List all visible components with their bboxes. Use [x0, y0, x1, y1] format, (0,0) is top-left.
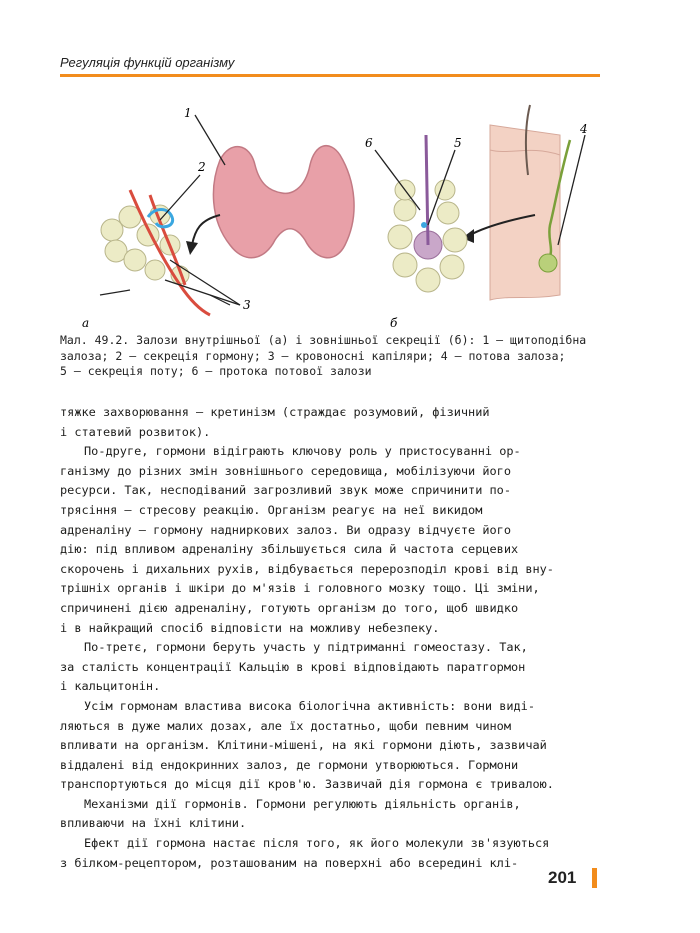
paragraph-4 — [60, 697, 600, 795]
sweat-gland-coil — [539, 254, 557, 272]
gland-duct — [426, 135, 428, 245]
paragraph-5 — [60, 795, 600, 834]
sweat-secretion-dot — [421, 222, 427, 228]
text-line: скорочень і дихальних рухів, відбувається перерозподіл крові від вну- — [60, 561, 554, 576]
label-5: 5 — [454, 136, 462, 150]
text-line: з білком-рецептором, розташованим на поверхні або всередині клі- — [60, 855, 519, 870]
text-line: ляються в дуже малих дозах, але їх достатньо, щоби певним чином — [60, 718, 512, 733]
text-line: Механізми дії гормонів. Гормони регулюють діяльність органів, — [84, 796, 521, 811]
figure-glands — [60, 95, 600, 335]
text-line: впливаючи на їхні клітини. — [60, 816, 247, 831]
text-line: ганізму до різних змін зовнішнього середовища, мобілізуючи його — [60, 463, 512, 478]
paragraph-6 — [60, 834, 600, 873]
text-line: Ефект дії гормона настає після того, як його молекули зв'язуються — [84, 836, 550, 851]
paragraph-3 — [60, 638, 600, 697]
caption-line: Мал. 49.2. Залози внутрішньої (а) і зовнішньої секреції (б): 1 — щитоподібна — [60, 333, 587, 347]
text-line: дію: під впливом адреналіну збільшується сила й частота серцевих — [60, 542, 519, 557]
text-line: По-третє, гормони беруть участь у підтриманні гомеостазу. Так, — [84, 640, 528, 655]
text-line: і в найкращий спосіб відповісти на можливу небезпеку. — [60, 620, 440, 635]
figure-illustration — [60, 95, 600, 335]
thyroid-gland-illustration — [213, 146, 354, 258]
body-text — [60, 403, 600, 873]
figure-caption — [60, 333, 600, 380]
text-line: спричинені дією адреналіну, готують організм до того, щоб швидко — [60, 600, 519, 615]
label-a: а — [82, 316, 90, 330]
label-3: 3 — [243, 298, 251, 312]
text-line: Усім гормонам властива висока біологічна активність: вони виді- — [84, 698, 536, 713]
header-title: Регуляція функцій організму — [60, 55, 235, 70]
label-2: 2 — [198, 160, 206, 174]
text-line: По-друге, гормони відіграють ключову роль у пристосуванні ор- — [84, 444, 521, 459]
label-4: 4 — [580, 122, 588, 136]
arrow-thyroid — [192, 215, 220, 245]
caption-line: 5 — секреція поту; 6 — протока потової залози — [60, 364, 372, 378]
text-line: впливати на організм. Клітини-мішені, на які гормони діють, зазвичай — [60, 738, 547, 753]
page-number: 201 — [548, 868, 577, 887]
label-6: 6 — [365, 136, 373, 150]
text-line: і статевий розвиток). — [60, 424, 211, 439]
text-line: трішніх органів і шкіри до м'язів і головного мозку тощо. Ці зміни, — [60, 581, 540, 596]
text-line: транспортуються до місця дії кров'ю. Зазвичай дія гормона є тривалою. — [60, 777, 554, 792]
paragraph-1 — [60, 403, 600, 442]
caption-line: залоза; 2 — секреція гормону; 3 — кровоносні капіляри; 4 — потова залоза; — [60, 348, 566, 363]
label-b: б — [390, 316, 398, 330]
paragraph-2 — [60, 442, 600, 638]
text-line: тяжке захворювання — кретинізм (страждає розумовий, фізичний — [60, 405, 490, 419]
text-line: трясіння — стресову реакцію. Організм реагує на неї викидом — [60, 502, 483, 517]
header-rule — [60, 74, 600, 77]
text-line: ресурси. Так, несподіваний загрозливий звук може спричинити по- — [60, 483, 512, 498]
text-line: адреналіну — гормону надниркових залоз. Ви одразу відчуєте його — [60, 522, 512, 537]
label-1: 1 — [184, 106, 192, 120]
text-line: за сталість концентрації Кальцію в крові відповідають паратгормон — [60, 659, 526, 674]
text-line: і кальцитонін. — [60, 679, 161, 694]
follicles-cluster-a — [101, 205, 189, 284]
running-header — [60, 55, 600, 77]
page-number-mark — [592, 868, 597, 888]
arrow-thyroid-head — [186, 241, 198, 255]
text-line: віддалені від ендокринних залоз, де гормони утворюються. Гормони — [60, 757, 519, 772]
